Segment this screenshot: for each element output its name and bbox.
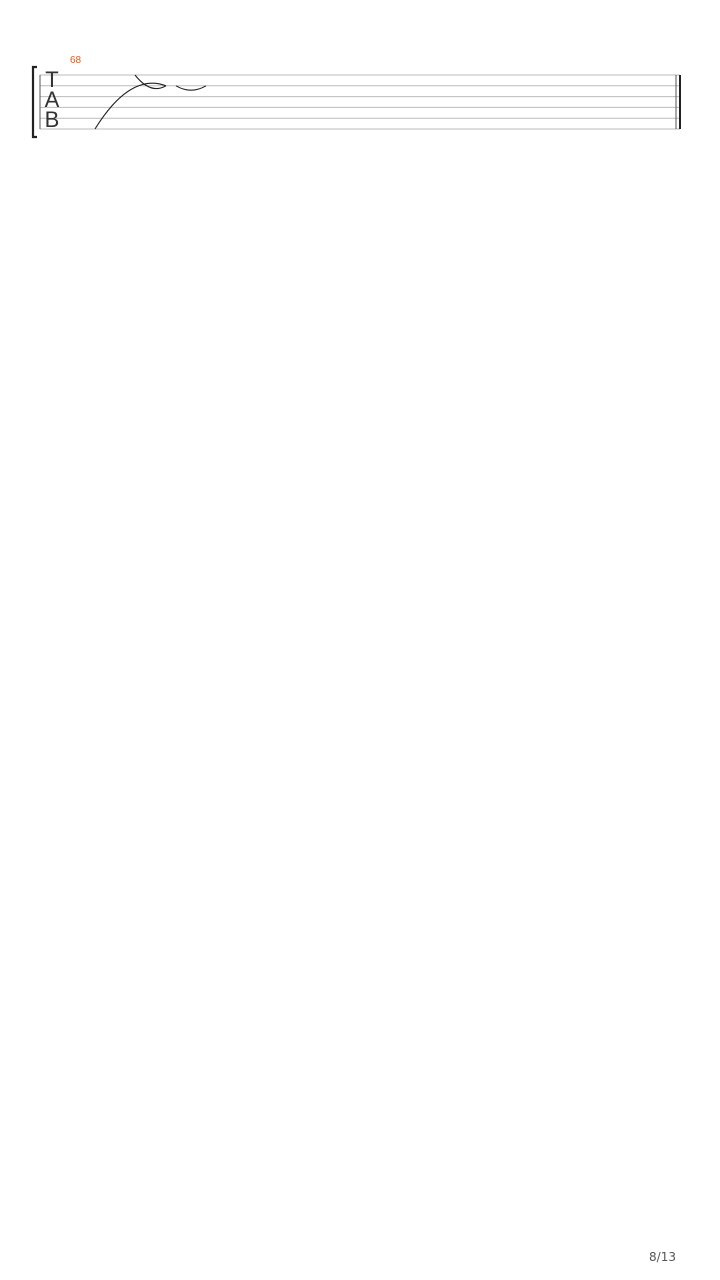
tie-slur (95, 83, 166, 129)
tab-clef-letter: B (44, 107, 60, 132)
tab-system (33, 55, 680, 137)
measure-number: 68 (70, 55, 82, 66)
system-bracket (33, 67, 37, 137)
tie-slur (135, 75, 166, 89)
tab-clef-letter: T (45, 67, 59, 92)
tab-clef-letter: A (44, 87, 60, 112)
page-number: 8/13 (649, 1250, 676, 1264)
tie-slur (176, 86, 206, 90)
